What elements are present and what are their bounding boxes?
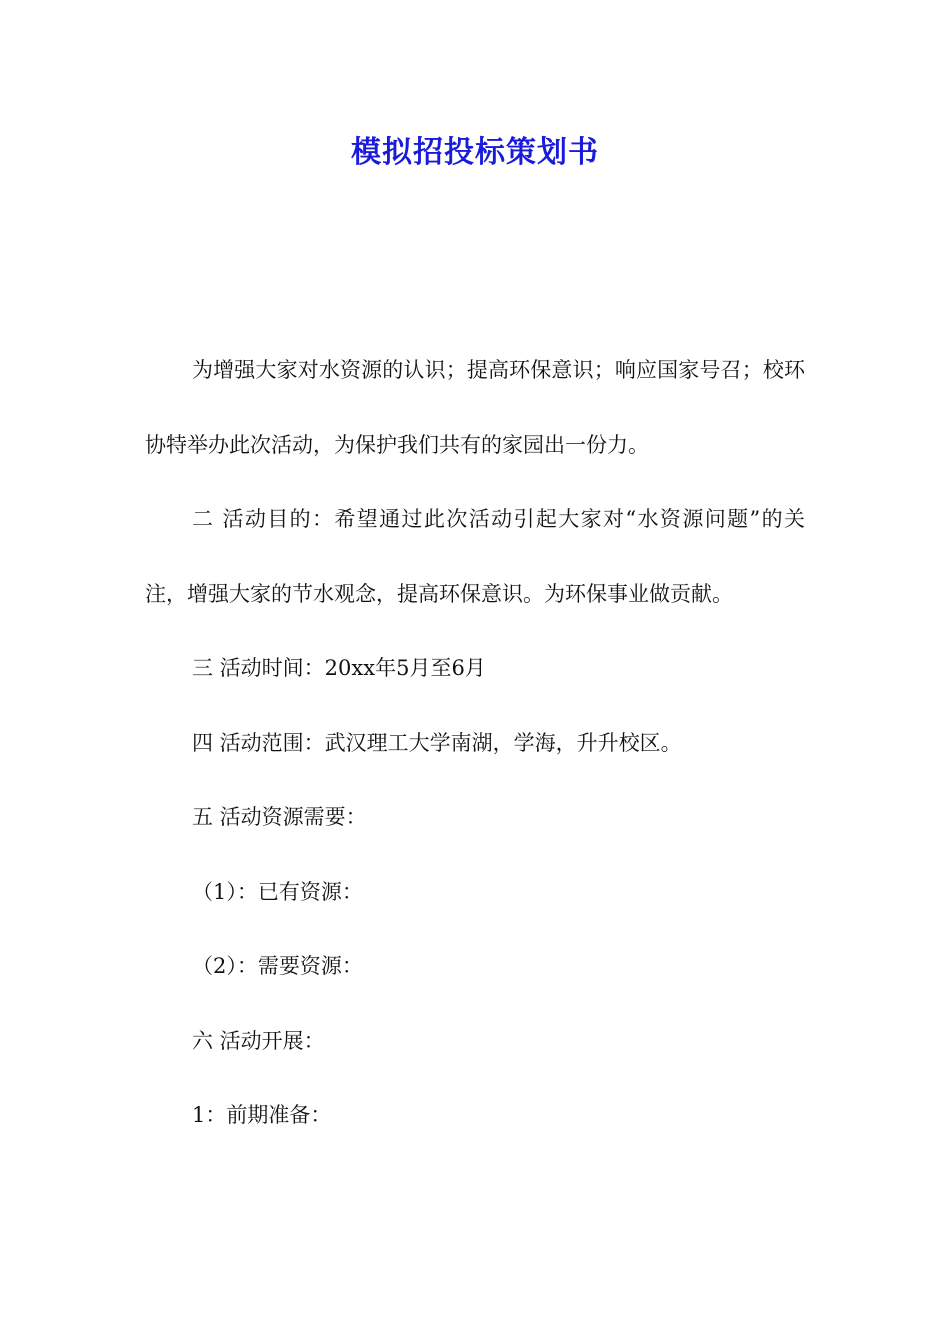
document-body <box>145 333 805 1153</box>
document-title: 模拟招投标策划书 <box>351 135 599 170</box>
resources-needed: （2）：需要资源： <box>192 954 363 978</box>
section-purpose: 二 活动目的：希望通过此次活动引起大家对“水资源问题”的关注，增强大家的节水观念，提高环保意识。为环保事业做贡献。 <box>145 507 805 606</box>
section-time: 三 活动时间：20xx年5月至6月 <box>192 656 486 680</box>
resources-existing: （1）：已有资源： <box>192 879 363 904</box>
section-scope: 四 活动范围：武汉理工大学南湖，学海，升升校区。 <box>192 730 682 755</box>
section-activities: 六 活动开展： <box>192 1028 325 1053</box>
intro-paragraph: 为增强大家对水资源的认识；提高环保意识；响应国家号召；校环协特举办此次活动，为保护我们共有的家园出一份力。 <box>145 358 805 457</box>
section-resources: 五 活动资源需要： <box>192 805 367 829</box>
activities-preparation: 1：前期准备： <box>192 1103 332 1127</box>
